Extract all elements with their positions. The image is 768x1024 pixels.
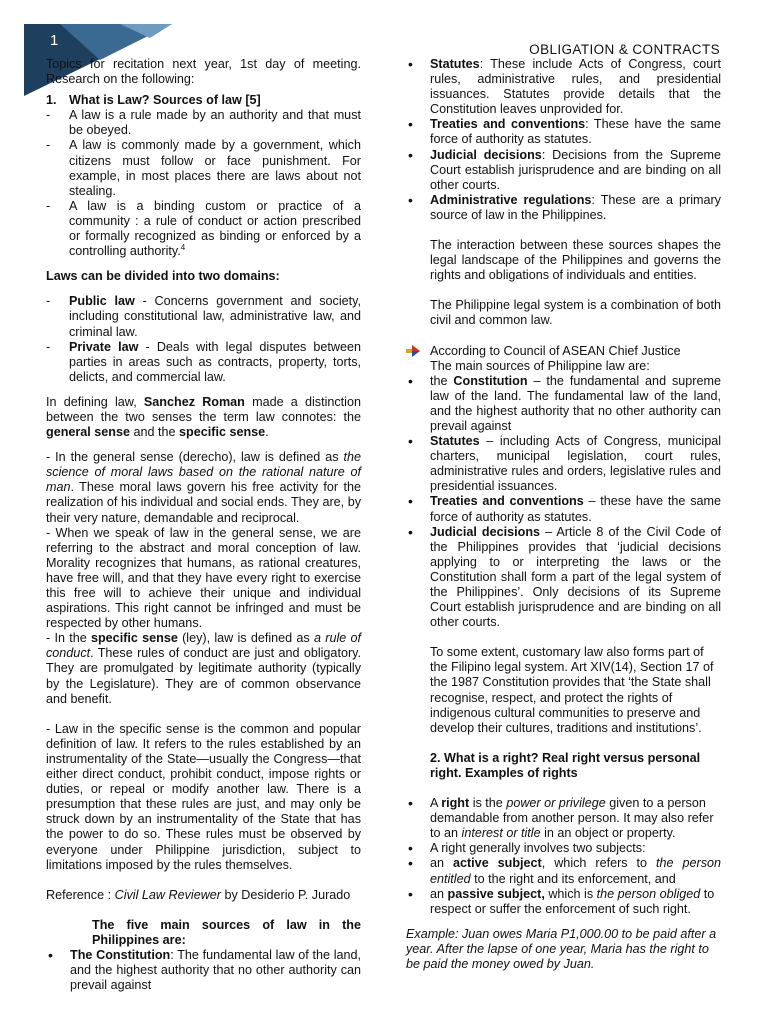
intro-text: Topics for recitation next year, 1st day of meeting. Research on the following: — [46, 57, 361, 87]
question-1: 1. What is Law? Sources of law [5] — [46, 93, 261, 108]
popular-paragraph: - Law in the specific sense is the common and popular definition of law. It refers to the rules established by an instrumentality of the State—usually the Congress—that either direct conduct, prohibit conduct, impose rights or duties, or repeal or modify another law. There is a presumption that these rules are just, and may only be struck down by an instrumentality of the State that has the power to do so. These rules must be observed by everyone under Philippine jurisdiction, subject to limitations imposed by the rules themselves. — [46, 721, 361, 872]
customary-paragraph: To some extent, customary law also forms part of the Filipino legal system. Art XIV(14), Section 17 of the 1987 Constitution provides that ‘the State shall recognise, respect, and protect the rights of indigenous cultural communities to preserve and develop their cultures, traditions and institutions’. — [430, 645, 714, 735]
domain-private: - Private law - Deals with legal disputes between parties in areas such as contracts, property, torts, delicts, and commercial law. — [46, 340, 361, 385]
specific-sense-paragraph: - In the specific sense (ley), law is defined as a rule of conduct. These rules of conduct are just and obligatory. They are promulgated by legitimate authority (typically by the Legislature). They are of common observance and benefit. — [46, 631, 362, 706]
five-sources-heading: The five main sources of law in the Philippines are: — [92, 917, 361, 947]
domains-heading: Laws can be divided into two domains: — [46, 269, 280, 284]
interaction-paragraph: The interaction between these sources shapes the legal landscape of the Philippines and governs the rights and obligations of individuals and entities. — [430, 238, 721, 283]
combination-paragraph: The Philippine legal system is a combination of both civil and common law. — [430, 298, 721, 328]
page-number: 1 — [50, 32, 59, 49]
reference-line: Reference : Civil Law Reviewer by Desiderio P. Jurado — [46, 887, 351, 902]
source-administrative: • Administrative regulations: These are a primary source of law in the Philippines. — [406, 193, 721, 223]
example-paragraph: Example: Juan owes Maria P1,000.00 to be paid after a year. After the lapse of one year, Maria has the right to be paid the money owed by Juan. — [406, 926, 717, 971]
footnote-mark: 4 — [180, 242, 186, 252]
sanchez-paragraph: In defining law, Sanchez Roman made a distinction between the two senses the term law connotes: the general sense and the specific sense. — [46, 394, 361, 440]
source-treaties: • Treaties and conventions: These have the same force of authority as statutes. — [406, 117, 721, 147]
abstract-paragraph: - When we speak of law in the general sense, we are referring to the abstract and moral conception of law. Morality recognizes that humans, as rational creatures, have free will, and that they have every right to exercise this free will to achieve their unique and individual aspirations. This right cannot be infringed and must be respected by other humans. — [46, 525, 361, 631]
source-judicial: • Judicial decisions: Decisions from the Supreme Court establish jurisprudence and are binding on all other courts. — [406, 148, 721, 193]
arrow-bullet-icon — [406, 345, 420, 357]
general-sense-paragraph: - In the general sense (derecho), law is defined as the science of moral laws based on the rational nature of man. These moral laws govern his free activity for the realization of his individual and social ends. They are, by their very nature, demandable and reciprocal. — [46, 450, 361, 525]
asean-statutes: • Statutes – including Acts of Congress, municipal charters, municipal legislation, court rules, administrative rules and orders, legislative rules and presidential issuances. — [406, 434, 721, 494]
right-definition: • A right is the power or privilege given to a person demandable from another person. It may also refer to an interest or title in an object or property. — [406, 796, 721, 841]
asean-intro: According to Council of ASEAN Chief Justice The main sources of Philippine law are: — [406, 344, 721, 374]
source-constitution: • The Constitution: The fundamental law of the land, and the highest authority that no other authority can prevail against — [46, 948, 361, 993]
right-active-subject: • an active subject, which refers to the person entitled to the right and its enforcement, and — [406, 856, 721, 886]
law-def-1: - A law is a rule made by an authority and that must be obeyed. — [46, 108, 361, 138]
source-statutes: • Statutes: These include Acts of Congress, court rules, administrative rules, and presidential issuances. Statutes provide details that the Constitution leaves unprovided for. — [406, 57, 721, 117]
law-def-2: - A law is commonly made by a government, which citizens must follow or face punishment. For example, in most places there are laws about not stealing. — [46, 138, 361, 198]
asean-constitution: • the Constitution – the fundamental and supreme law of the land. The fundamental law of the land, and the highest authority that no other authority can prevail against — [406, 374, 721, 434]
asean-treaties: • Treaties and conventions – these have the same force of authority as statutes. — [406, 494, 721, 524]
left-column — [46, 57, 361, 993]
header-title: OBLIGATION & CONTRACTS — [529, 42, 720, 57]
right-column — [406, 57, 721, 972]
domain-public: - Public law - Concerns government and society, including constitutional law, administrative law, and criminal law. — [46, 294, 361, 339]
law-def-3: - A law is a binding custom or practice of a community : a rule of conduct or action prescribed or formally recognized as binding or enforced by a controlling authority.$^4$ — [46, 199, 361, 259]
right-two-subjects: • A right generally involves two subjects: — [406, 841, 721, 856]
right-passive-subject: • an passive subject, which is the person obliged to respect or suffer the enforcement of such right. — [406, 887, 721, 917]
question-2: 2. What is a right? Real right versus personal right. Examples of rights — [430, 750, 701, 780]
asean-judicial: • Judicial decisions – Article 8 of the Civil Code of the Philippines provides that ‘judicial decisions applying to or interpreting the laws or the Constitution shall form a part of the legal system of the Philippines’. Only decisions of its Supreme Court establish jurisprudence and are binding on all other courts. — [406, 525, 721, 631]
